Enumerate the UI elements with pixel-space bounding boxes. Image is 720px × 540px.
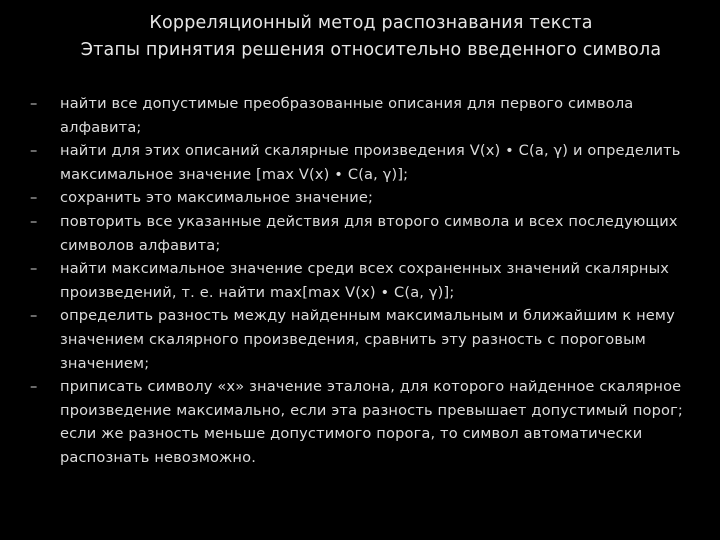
dash-marker: – <box>30 307 38 325</box>
slide-title <box>22 10 720 64</box>
bullet-text: найти все допустимые преобразованные описания для первого символа алфавита; <box>60 95 634 136</box>
bullet-text: приписать символу «x» значение эталона, для которого найденное скалярное произведение максимально, если эта разность превышает допустимый порог; если же разность меньше допустимого порога, то символ автоматически распознать невозможно. <box>60 378 684 466</box>
dash-marker: – <box>30 95 38 112</box>
bullet-item <box>30 375 690 469</box>
dash-marker: – <box>30 212 38 230</box>
dash-marker: – <box>30 142 38 160</box>
bullet-text: определить разность между найденным максимальным и ближайшим к нему значением скалярного произведения, сравнить эту разность с пороговым значением; <box>60 307 675 372</box>
title-line-1: Корреляционный метод распознавания текста <box>149 13 593 33</box>
dash-marker: – <box>30 378 38 396</box>
bullet-item <box>30 139 690 186</box>
bullet-text: повторить все указанные действия для второго символа и всех последующих символов алфавита; <box>60 212 678 254</box>
bullet-item <box>30 210 690 257</box>
bullet-item <box>30 304 690 375</box>
bullet-text: сохранить это максимальное значение; <box>60 189 374 207</box>
dash-marker: – <box>30 260 38 278</box>
title-line-2: Этапы принятия решения относительно введенного символа <box>80 40 662 60</box>
bullet-item <box>30 186 690 210</box>
bullet-item <box>30 92 690 139</box>
bullet-item <box>30 257 690 304</box>
bullet-list <box>30 92 690 470</box>
dash-marker: – <box>30 189 38 207</box>
bullet-text: найти для этих описаний скалярные произведения V(x) • C(a, γ) и определить максимальное значение [max V(x) • C(a, γ)]; <box>60 142 681 183</box>
bullet-text: найти максимальное значение среди всех сохраненных значений скалярных произведений, т. е. найти max[max V(x) • C(a, γ)]; <box>60 260 670 301</box>
